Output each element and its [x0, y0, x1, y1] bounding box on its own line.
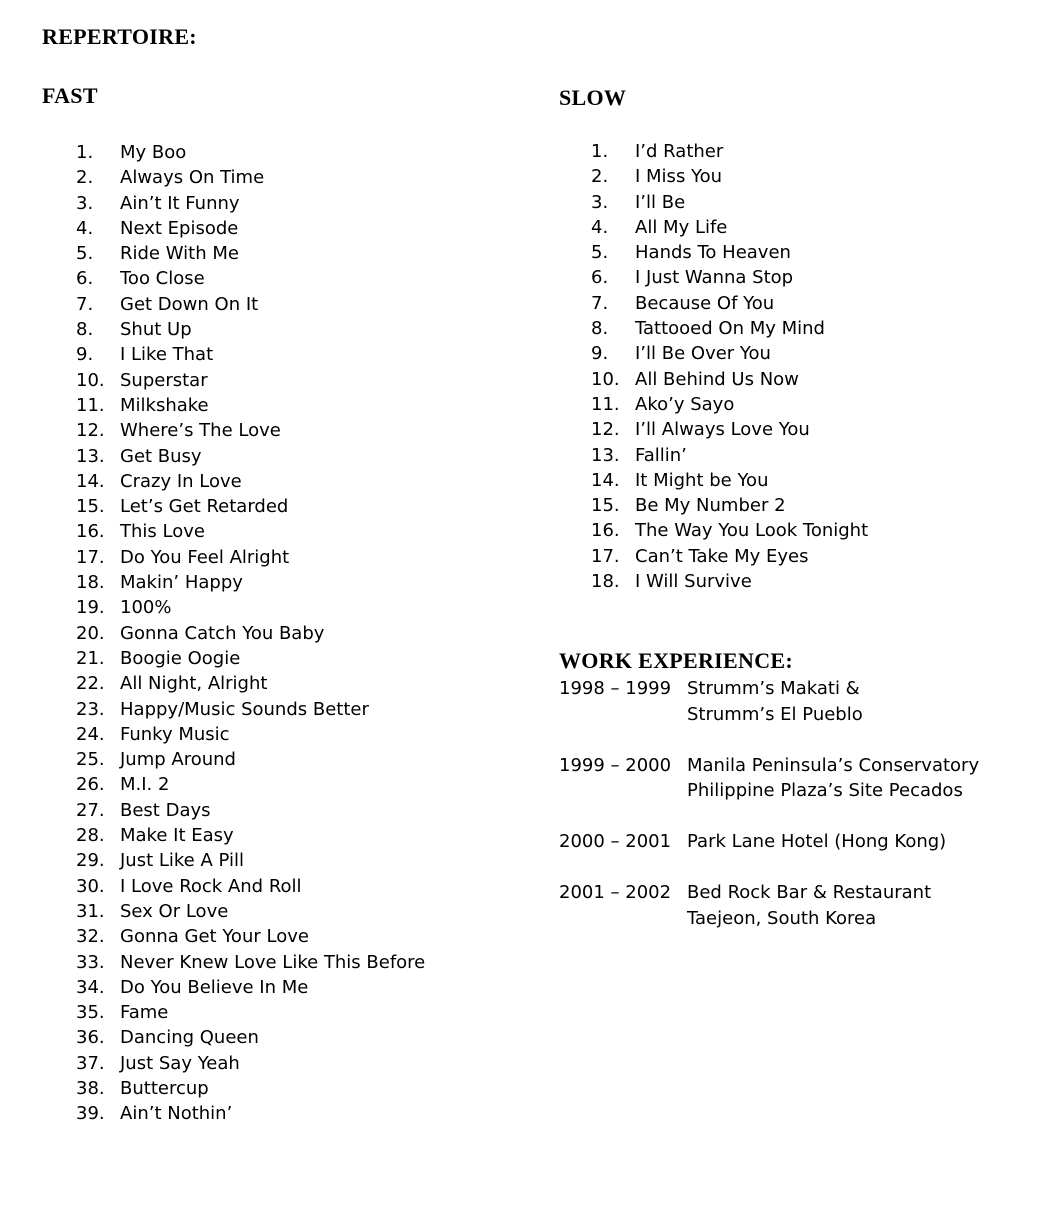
- song-number: 5.: [591, 242, 609, 264]
- song-item: [76, 494, 425, 519]
- song-number: 21.: [76, 647, 105, 669]
- song-item: [76, 798, 425, 823]
- song-item: [76, 1076, 425, 1101]
- song-item: [591, 443, 868, 468]
- song-item: [591, 417, 868, 442]
- song-item: [76, 1025, 425, 1050]
- song-item: [76, 241, 425, 266]
- song-title: Because Of You: [635, 292, 775, 314]
- song-item: [76, 317, 425, 342]
- song-number: 2.: [76, 167, 94, 189]
- work-entry: [559, 676, 979, 727]
- song-number: 39.: [76, 1103, 105, 1125]
- fast-section-heading: FAST: [42, 83, 98, 108]
- song-title: It Might be You: [635, 469, 769, 491]
- song-title: All Night, Alright: [120, 673, 268, 695]
- song-item: [76, 393, 425, 418]
- song-item: [591, 316, 868, 341]
- song-item: [76, 342, 425, 367]
- song-item: [76, 191, 425, 216]
- song-title: Best Days: [120, 799, 211, 821]
- song-number: 24.: [76, 723, 105, 745]
- song-number: 35.: [76, 1002, 105, 1024]
- song-item: [591, 139, 868, 164]
- song-number: 27.: [76, 799, 105, 821]
- song-title: Never Knew Love Like This Before: [120, 951, 426, 973]
- song-title: Jump Around: [120, 749, 236, 771]
- work-place-line: Bed Rock Bar & Restaurant: [687, 882, 932, 903]
- song-item: [76, 621, 425, 646]
- song-title: All My Life: [635, 216, 728, 238]
- song-number: 6.: [591, 267, 609, 289]
- song-number: 1.: [76, 142, 94, 163]
- work-places: [687, 829, 946, 855]
- song-number: 4.: [591, 216, 609, 238]
- song-title: 100%: [120, 597, 172, 619]
- song-title: Just Like A Pill: [120, 850, 244, 872]
- song-number: 10.: [591, 368, 620, 390]
- song-number: 18.: [76, 572, 105, 594]
- song-title: Funky Music: [120, 723, 230, 745]
- song-item: [76, 899, 425, 924]
- fast-song-list: [76, 140, 425, 1127]
- work-places: [687, 880, 931, 931]
- song-item: [76, 545, 425, 570]
- song-number: 8.: [76, 319, 94, 341]
- song-item: [76, 519, 425, 544]
- song-title: I’d Rather: [635, 141, 724, 162]
- song-number: 3.: [591, 191, 609, 213]
- song-item: [591, 291, 868, 316]
- song-number: 9.: [76, 344, 94, 366]
- song-title: Next Episode: [120, 217, 239, 239]
- song-number: 7.: [591, 292, 609, 314]
- song-item: [76, 1101, 425, 1126]
- work-place-line: Strumm’s Makati &: [687, 678, 860, 699]
- song-title: Too Close: [120, 268, 205, 290]
- song-number: 13.: [591, 444, 620, 466]
- song-number: 4.: [76, 217, 94, 239]
- work-experience-list: [559, 676, 979, 957]
- song-item: [591, 164, 868, 189]
- song-number: 37.: [76, 1052, 105, 1074]
- song-item: [591, 569, 868, 594]
- song-number: 16.: [591, 520, 620, 542]
- song-item: [591, 392, 868, 417]
- song-item: [76, 874, 425, 899]
- song-number: 30.: [76, 875, 105, 897]
- song-title: Be My Number 2: [635, 495, 786, 517]
- song-item: [76, 418, 425, 443]
- song-title: Do You Feel Alright: [120, 546, 290, 568]
- song-title: M.I. 2: [120, 774, 170, 796]
- song-item: [76, 266, 425, 291]
- song-title: I Just Wanna Stop: [635, 267, 794, 289]
- song-title: Do You Believe In Me: [120, 976, 309, 998]
- work-places: [687, 676, 863, 727]
- song-title: Boogie Oogie: [120, 647, 241, 669]
- song-title: Tattooed On My Mind: [635, 318, 825, 340]
- song-item: [76, 1051, 425, 1076]
- song-title: Ride With Me: [120, 243, 239, 265]
- work-years: 1998 – 1999: [559, 678, 672, 699]
- song-number: 10.: [76, 369, 105, 391]
- work-years: 2001 – 2002: [559, 882, 672, 903]
- song-number: 5.: [76, 243, 94, 265]
- song-title: I Will Survive: [635, 571, 752, 593]
- work-place-line: Taejeon, South Korea: [687, 907, 877, 929]
- song-item: [76, 646, 425, 671]
- song-title: Hands To Heaven: [635, 242, 791, 264]
- song-title: Let’s Get Retarded: [120, 496, 289, 518]
- song-title: Where’s The Love: [120, 420, 281, 442]
- song-item: [591, 493, 868, 518]
- song-number: 19.: [76, 597, 105, 619]
- song-item: [76, 950, 425, 975]
- song-number: 7.: [76, 293, 94, 315]
- slow-song-list: [591, 139, 868, 594]
- song-item: [76, 444, 425, 469]
- work-place-line: Philippine Plaza’s Site Pecados: [687, 780, 963, 801]
- song-number: 11.: [76, 394, 105, 416]
- song-item: [76, 165, 425, 190]
- song-title: Superstar: [120, 369, 208, 391]
- work-places: [687, 753, 979, 804]
- song-title: This Love: [120, 521, 205, 543]
- song-number: 31.: [76, 900, 105, 922]
- song-title: Fame: [120, 1002, 169, 1024]
- song-title: Always On Time: [120, 167, 265, 189]
- song-number: 32.: [76, 926, 105, 948]
- work-years: 1999 – 2000: [559, 754, 672, 776]
- song-number: 3.: [76, 192, 94, 214]
- song-title: I Miss You: [635, 166, 723, 188]
- song-title: Gonna Catch You Baby: [120, 622, 325, 644]
- song-number: 6.: [76, 268, 94, 290]
- song-number: 2.: [591, 166, 609, 188]
- song-item: [76, 772, 425, 797]
- song-item: [76, 924, 425, 949]
- song-item: [591, 215, 868, 240]
- song-item: [76, 975, 425, 1000]
- work-place-line: Park Lane Hotel (Hong Kong): [687, 831, 947, 852]
- song-item: [591, 341, 868, 366]
- song-item: [591, 240, 868, 265]
- song-item: [591, 367, 868, 392]
- song-title: I’ll Always Love You: [635, 419, 810, 441]
- work-entry: [559, 829, 979, 855]
- song-number: 1.: [591, 141, 609, 162]
- song-number: 15.: [591, 495, 620, 517]
- song-title: The Way You Look Tonight: [635, 520, 869, 542]
- song-item: [76, 469, 425, 494]
- song-title: Ain’t It Funny: [120, 192, 240, 214]
- song-number: 28.: [76, 825, 105, 847]
- song-item: [76, 697, 425, 722]
- song-item: [76, 368, 425, 393]
- song-item: [591, 265, 868, 290]
- song-title: Ain’t Nothin’: [120, 1103, 233, 1125]
- song-number: 16.: [76, 521, 105, 543]
- song-title: Makin’ Happy: [120, 572, 243, 594]
- song-title: Gonna Get Your Love: [120, 926, 309, 948]
- song-title: I Love Rock And Roll: [120, 875, 302, 897]
- song-number: 13.: [76, 445, 105, 467]
- work-experience-heading: WORK EXPERIENCE:: [559, 648, 793, 673]
- song-title: I Like That: [120, 344, 214, 366]
- song-title: Fallin’: [635, 444, 687, 466]
- song-number: 12.: [591, 419, 620, 441]
- song-title: I’ll Be: [635, 191, 686, 213]
- song-title: Ako’y Sayo: [635, 393, 735, 415]
- song-title: Crazy In Love: [120, 470, 242, 492]
- song-item: [591, 518, 868, 543]
- song-title: Shut Up: [120, 319, 192, 341]
- page-title: REPERTOIRE:: [42, 24, 197, 49]
- song-number: 26.: [76, 774, 105, 796]
- song-item: [76, 292, 425, 317]
- song-title: Make It Easy: [120, 825, 234, 847]
- song-item: [76, 722, 425, 747]
- song-title: Buttercup: [120, 1077, 209, 1099]
- song-number: 8.: [591, 318, 609, 340]
- song-item: [76, 216, 425, 241]
- work-entry: [559, 880, 979, 931]
- song-title: I’ll Be Over You: [635, 343, 771, 365]
- song-number: 29.: [76, 850, 105, 872]
- song-item: [76, 140, 425, 165]
- song-number: 14.: [591, 469, 620, 491]
- song-title: Get Busy: [120, 445, 202, 467]
- work-place-line: Strumm’s El Pueblo: [687, 703, 863, 725]
- song-number: 9.: [591, 343, 609, 365]
- song-item: [76, 671, 425, 696]
- song-number: 15.: [76, 496, 105, 518]
- song-title: Milkshake: [120, 394, 209, 416]
- song-number: 23.: [76, 698, 105, 720]
- song-title: Just Say Yeah: [120, 1052, 240, 1074]
- song-title: My Boo: [120, 142, 187, 163]
- song-number: 12.: [76, 420, 105, 442]
- song-number: 33.: [76, 951, 105, 973]
- song-number: 17.: [76, 546, 105, 568]
- work-place-line: Manila Peninsula’s Conservatory: [687, 754, 980, 776]
- work-years: 2000 – 2001: [559, 831, 672, 852]
- song-number: 36.: [76, 1027, 105, 1049]
- song-number: 25.: [76, 749, 105, 771]
- song-number: 20.: [76, 622, 105, 644]
- song-title: All Behind Us Now: [635, 368, 799, 390]
- song-item: [76, 1000, 425, 1025]
- song-item: [591, 468, 868, 493]
- song-number: 11.: [591, 393, 620, 415]
- song-item: [76, 595, 425, 620]
- song-item: [591, 544, 868, 569]
- song-title: Dancing Queen: [120, 1027, 259, 1049]
- song-number: 22.: [76, 673, 105, 695]
- song-item: [76, 823, 425, 848]
- song-item: [76, 747, 425, 772]
- song-item: [76, 848, 425, 873]
- song-item: [76, 570, 425, 595]
- song-number: 34.: [76, 976, 105, 998]
- slow-section-heading: SLOW: [559, 85, 627, 110]
- song-title: Sex Or Love: [120, 900, 229, 922]
- song-title: Happy/Music Sounds Better: [120, 698, 369, 720]
- song-item: [591, 190, 868, 215]
- song-title: Can’t Take My Eyes: [635, 545, 809, 567]
- song-number: 14.: [76, 470, 105, 492]
- song-number: 17.: [591, 545, 620, 567]
- song-number: 18.: [591, 571, 620, 593]
- song-title: Get Down On It: [120, 293, 259, 315]
- song-number: 38.: [76, 1077, 105, 1099]
- work-entry: [559, 753, 979, 804]
